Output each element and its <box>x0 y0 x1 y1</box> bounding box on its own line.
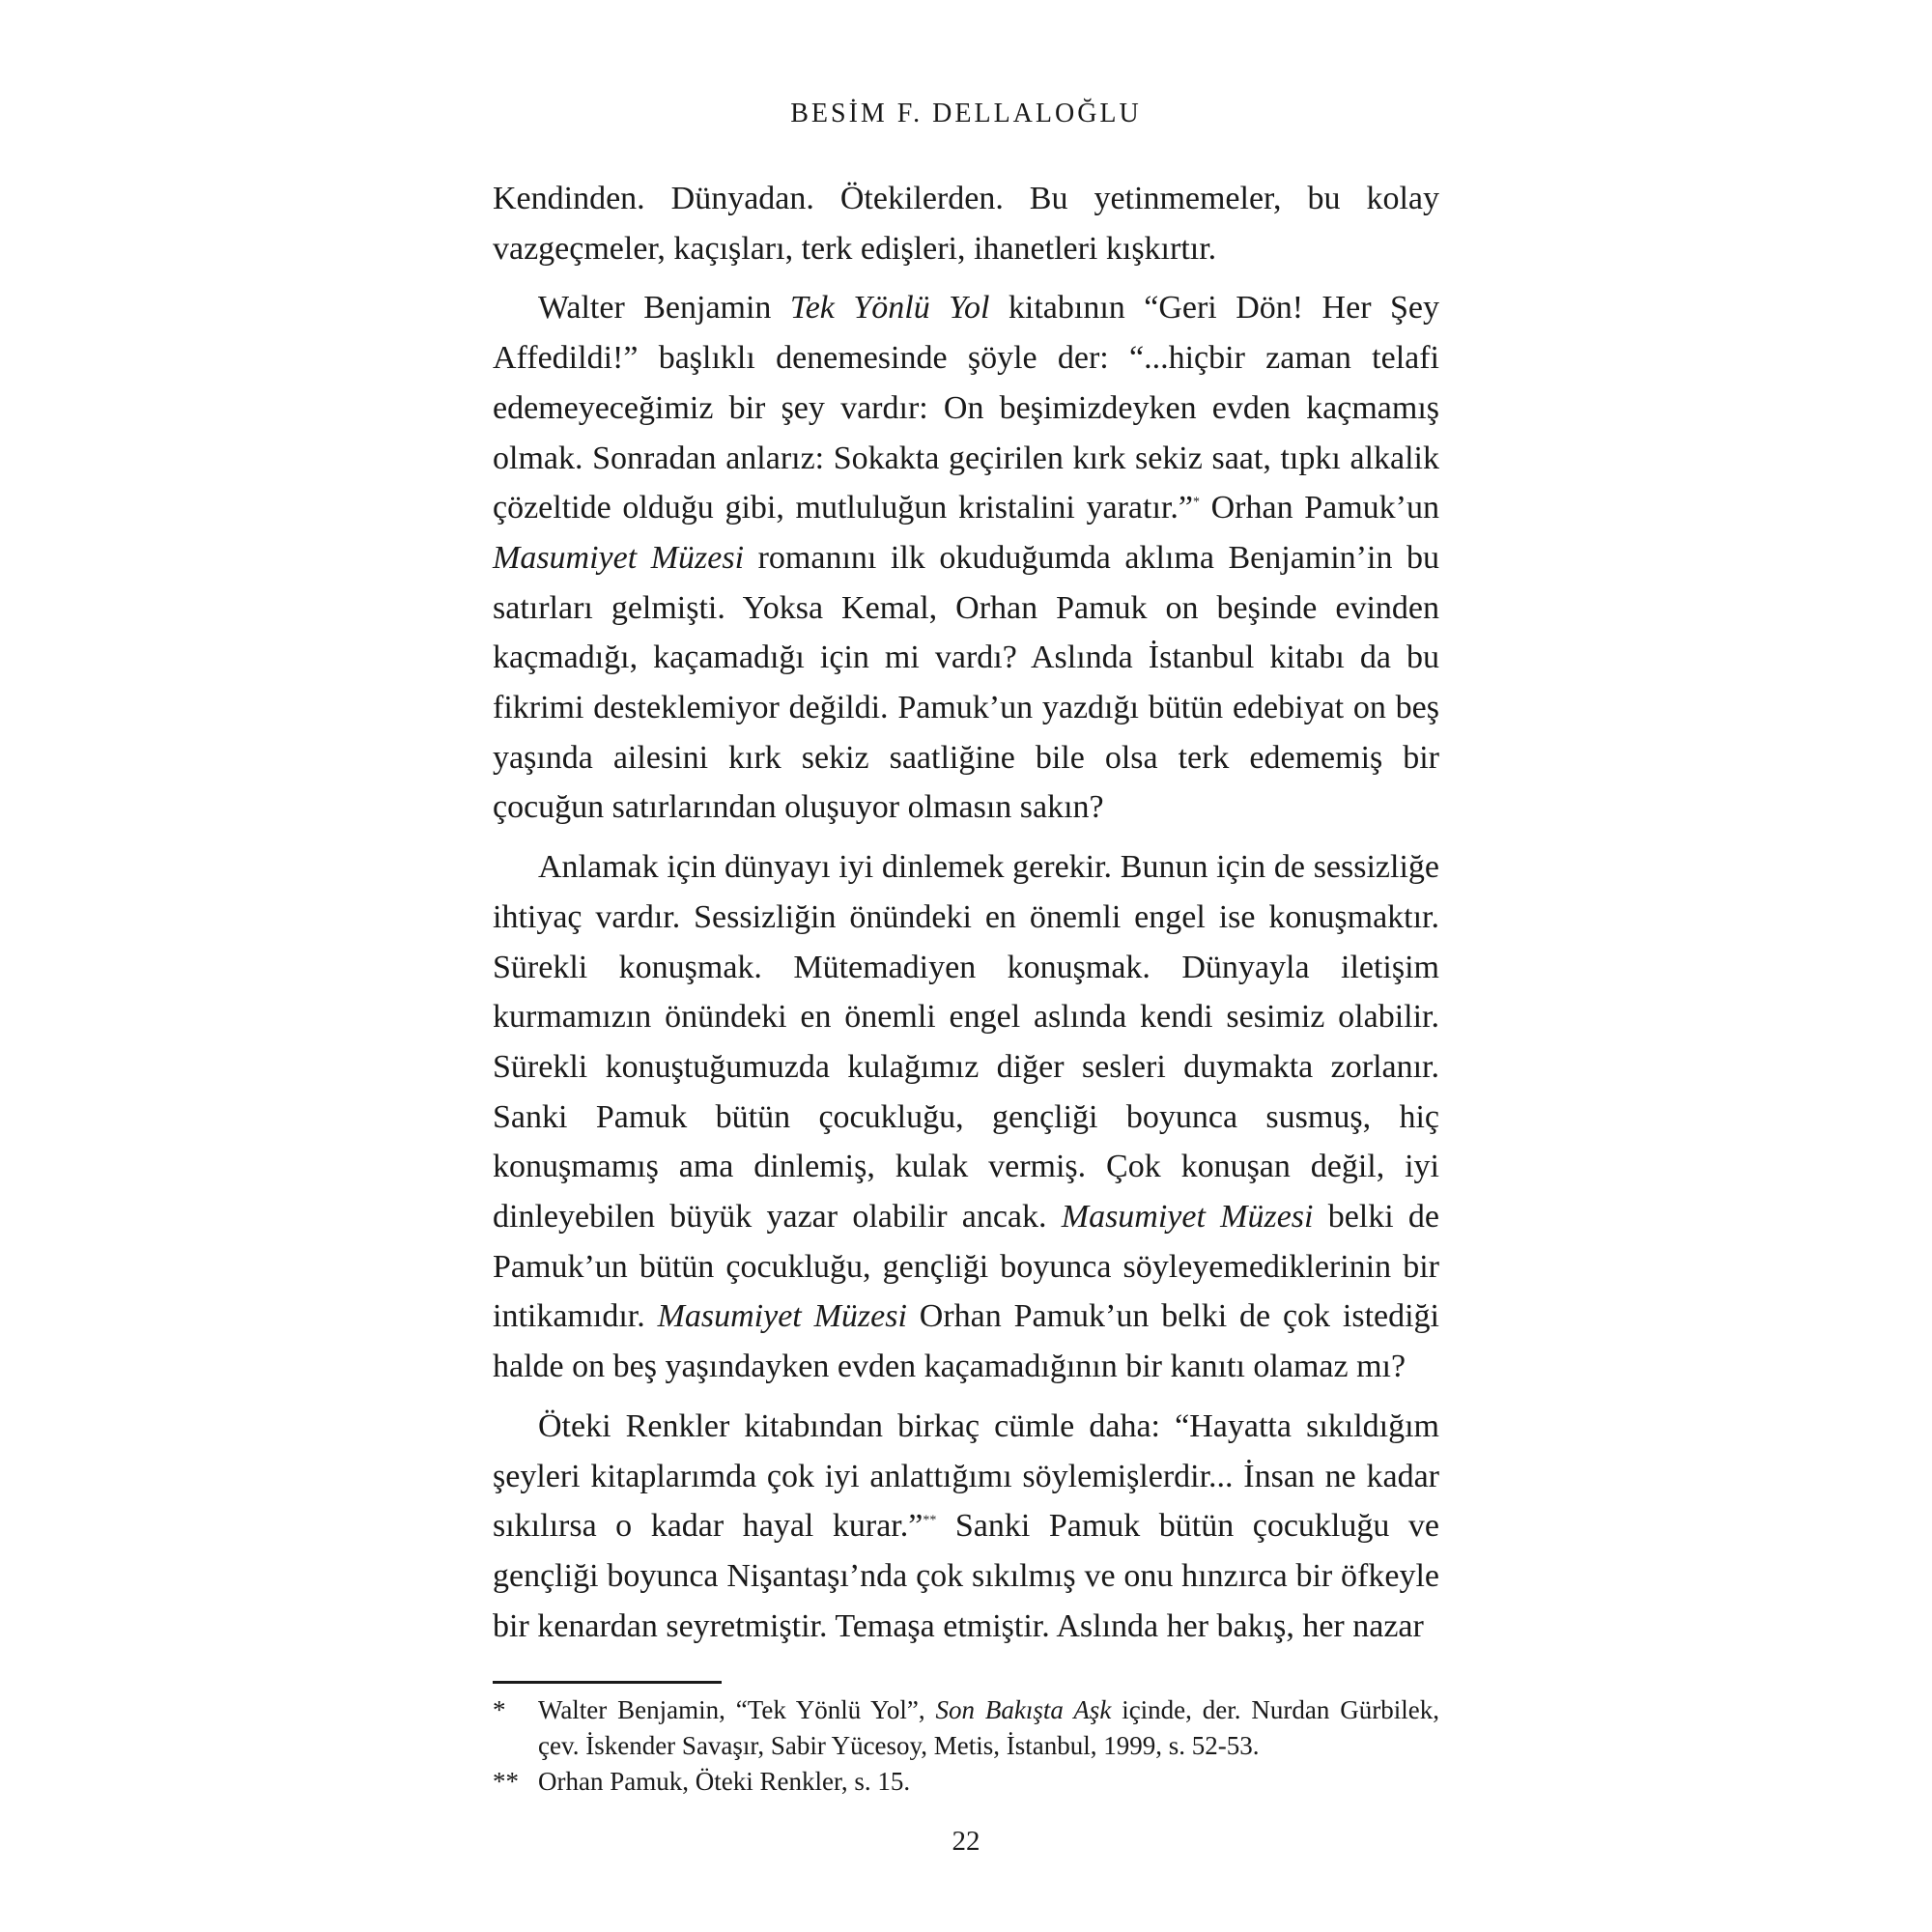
book-title-masumiyet-muzesi: Masumiyet Müzesi <box>1061 1199 1314 1236</box>
footnote-text: Orhan Pamuk, Öteki Renkler, s. 15. <box>538 1767 911 1796</box>
footnote-mark: * <box>493 1695 506 1724</box>
paragraph-3-text-c: Orhan Pamuk’un belki de çok istediği halde on beş yaşındayken evden kaçamadığının bir kanıtı olamaz mı? <box>493 1298 1439 1385</box>
footnote-ref-2: ** <box>923 1513 937 1528</box>
running-head: BESİM F. DELLALOĞLU <box>790 99 1142 128</box>
paragraph-2 <box>493 283 1439 833</box>
paragraph-3-text-a: Anlamak için dünyayı iyi dinlemek gerekir. Bunun için de sessizliğe ihtiyaç vardır. Sessizliğin önündeki en önemli engel ise konuşmaktır. Sürekli konuşmak. Mütemadiyen konuşmak. Dünyayla iletişim kurmamızın önündeki en önemli engel aslında kendi sesimiz olabilir. Sürekli konuştuğumuzda kulağımız diğer sesleri duymakta zorlanır. Sanki Pamuk bütün çocukluğu, gençliği boyunca susmuş, hiç konuşmamış ama dinlemiş, kulak vermiş. Çok konuşan değil, iyi dinleyebilen büyük yazar olabilir ancak. <box>493 849 1439 1236</box>
footnote-1 <box>493 1692 1439 1764</box>
footnote-mark: ** <box>493 1767 519 1796</box>
paragraph-2-text-a: Walter Benjamin <box>538 290 790 327</box>
book-title-masumiyet-muzesi: Masumiyet Müzesi <box>657 1298 907 1335</box>
footnote-divider <box>493 1681 722 1684</box>
paragraph-3 <box>493 842 1439 1392</box>
book-title-tek-yonlu-yol: Tek Yönlü Yol <box>789 290 990 327</box>
body-text <box>493 174 1439 1661</box>
footnote-1-text-b: içinde, der. Nurdan Gürbilek, çev. İskender Savaşır, Sabir Yücesoy, Metis, İstanbul, 1999, s. 52-53. <box>538 1695 1440 1760</box>
paragraph-2-text-b: kitabının “Geri Dön! Her Şey Affedildi!” başlıklı denemesinde şöyle der: “...hiçbir zaman telafi edemeyeceğimiz bir şey vardır: On beşimizdeyken evden kaçmamış olmak. Sonradan anlarız: Sokakta geçirilen kırk sekiz saat, tıpkı alkalik çözeltide olduğu gibi, mutluluğun kristalini yaratır.” <box>493 290 1439 526</box>
footnote-2 <box>493 1764 1439 1800</box>
paragraph-2-text-d: romanını ilk okuduğumda aklıma Benjamin’in bu satırları gelmişti. Yoksa Kemal, Orhan Pamuk on beşinde evinden kaçmadığı, kaçamadığı için mi vardı? Aslında İstanbul kitabı da bu fikrimi desteklemiyor değildi. Pamuk’un yazdığı bütün edebiyat on beş yaşında ailesini kırk sekiz saatliğine bile olsa terk edememiş bir çocuğun satırlarından oluşuyor olmasın sakın? <box>493 539 1439 826</box>
footnote-1-text-a: Walter Benjamin, “Tek Yönlü Yol”, <box>538 1695 936 1724</box>
paragraph-3-text-b: belki de Pamuk’un bütün çocukluğu, gençliği boyunca söyleyemediklerinin bir intikamıdır. <box>493 1199 1440 1335</box>
footnotes <box>493 1692 1439 1800</box>
paragraph-4 <box>493 1402 1439 1652</box>
paragraph-2-text-c: Orhan Pamuk’un <box>1199 490 1439 526</box>
footnote-text <box>538 1692 1439 1764</box>
book-title-masumiyet-muzesi: Masumiyet Müzesi <box>493 539 745 576</box>
book-title-son-bakista-ask: Son Bakışta Aşk <box>935 1695 1112 1724</box>
paragraph-4-text-b: Sanki Pamuk bütün çocukluğu ve gençliği boyunca Nişantaşı’nda çok sıkılmış ve onu hınzırca bir öfkeyle bir kenardan seyretmiştir. Temaşa etmiştir. Aslında her bakış, her nazar <box>493 1508 1439 1644</box>
paragraph-4-text-a: Öteki Renkler kitabından birkaç cümle daha: “Hayatta sıkıldığım şeyleri kitaplarımda çok iyi anlattığımı söylemişlerdir... İnsan ne kadar sıkılırsa o kadar hayal kurar.” <box>493 1407 1439 1545</box>
footnote-ref-1: * <box>1192 495 1200 510</box>
page-number: 22 <box>952 1826 980 1857</box>
paragraph-1: Kendinden. Dünyadan. Ötekilerden. Bu yetinmemeler, bu kolay vazgeçmeler, kaçışları, terk edişleri, ihanetleri kışkırtır. <box>493 181 1439 267</box>
